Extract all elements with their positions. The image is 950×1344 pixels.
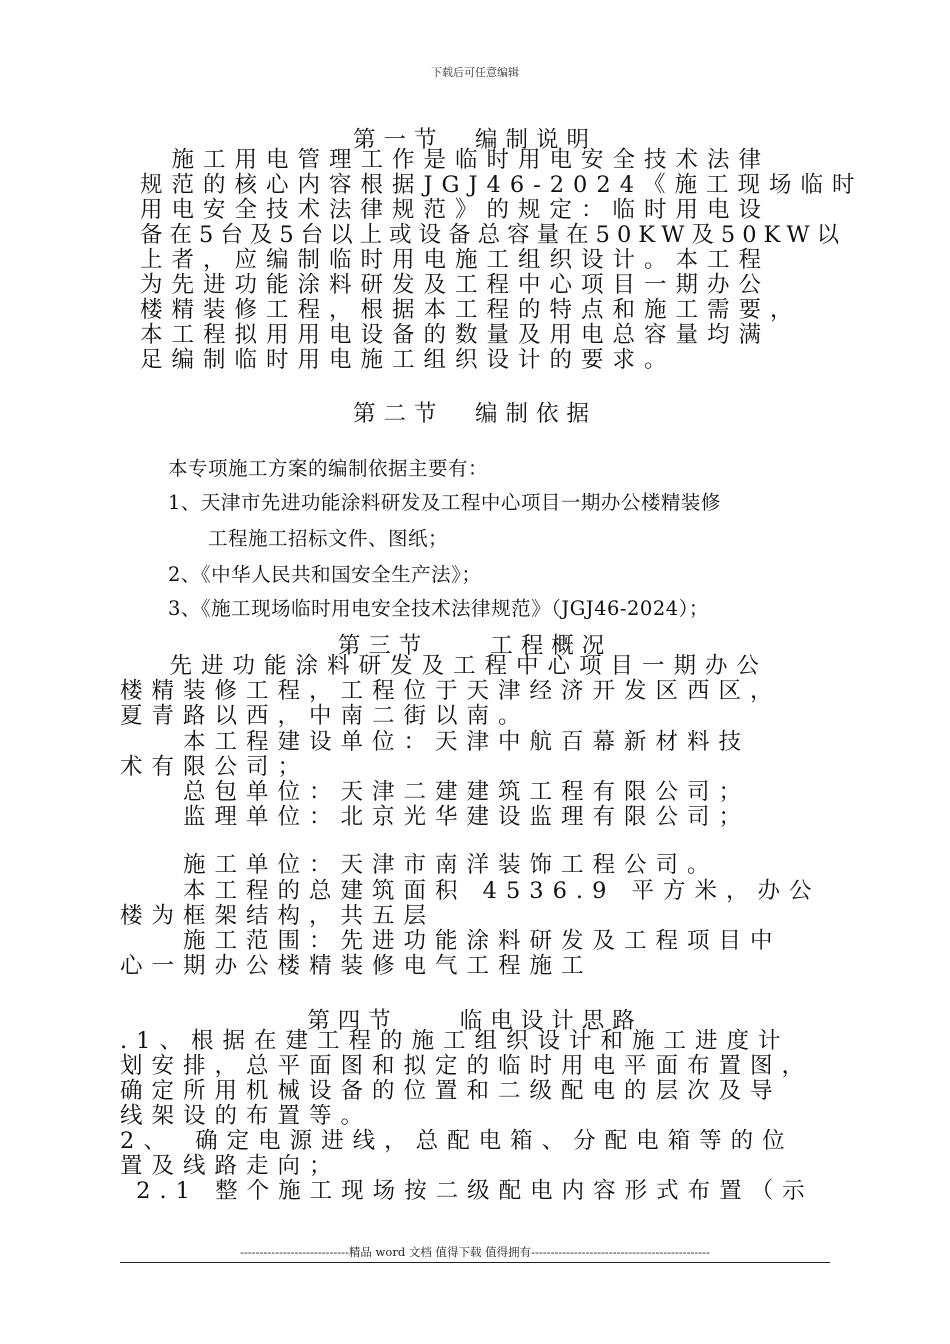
s4-line-2: 划安排，总平面图和拟定的临时用电平面布置图，	[120, 1053, 814, 1079]
s2-item-2: 2、《中华人民共和国安全生产法》；	[168, 563, 482, 586]
s3-line-13: 心一期办公楼精装修电气工程施工	[120, 953, 593, 979]
s2-intro: 本专项施工方案的编制依据主要有：	[168, 457, 489, 480]
s3-line-10: 本工程的总建筑面积 4536.9 平方米，办公	[120, 878, 821, 904]
s1-line-4: 备在5台及5台以上或设备总容量在50KW及50KW以	[140, 222, 847, 248]
section-2-title: 第二节 编制依据	[352, 401, 597, 427]
s1-line-6: 为先进功能涂料研发及工程中心项目一期办公	[140, 272, 771, 298]
footer-rule	[120, 1262, 830, 1263]
s2-item-1-cont: 工程施工招标文件、图纸；	[168, 527, 449, 550]
s3-line-5: 术有限公司；	[120, 754, 310, 780]
header-note: 下载后可任意编辑	[431, 66, 519, 79]
section-1-title: 第一节 编制说明	[352, 127, 597, 153]
s1-line-8: 本工程拟用用电设备的数量及用电总容量均满	[140, 322, 771, 348]
footer-note: ----------------------------精品 word 文档 值得下载 值得拥有----------------------------------------------	[240, 1245, 710, 1259]
s3-line-1: 先进功能涂料研发及工程中心项目一期办公	[138, 653, 769, 679]
s3-line-7: 监理单位：北京光华建设监理有限公司；	[120, 804, 751, 830]
s3-line-9: 施工单位：天津市南洋装饰工程公司。	[120, 852, 719, 878]
s2-item-1: 1、天津市先进功能涂料研发及工程中心项目一期办公楼精装修	[168, 491, 721, 514]
s1-line-7: 楼精装修工程，根据本工程的特点和施工需要，	[140, 297, 802, 323]
s1-line-2: 规范的核心内容根据JGJ46-2024《施工现场临时	[140, 172, 864, 198]
s1-line-3: 用电安全技术法律规范》的规定：临时用电设	[140, 197, 771, 223]
s4-line-5: 2、 确定电源进线，总配电箱、分配电箱等的位	[120, 1128, 794, 1154]
section-3-title: 第三节 工程概况	[337, 633, 613, 659]
s3-line-2: 楼精装修工程，工程位于天津经济开发区西区，	[120, 678, 782, 704]
s3-line-12: 施工范围：先进功能涂料研发及工程项目中	[120, 928, 782, 954]
s4-line-1: .1、根据在建工程的施工组织设计和施工进度计	[120, 1028, 790, 1054]
s4-line-3: 确定所用机械设备的位置和二级配电的层次及导	[120, 1078, 782, 1104]
s4-line-4: 线架设的布置等。	[120, 1103, 373, 1129]
s2-item-3: 3、《施工现场临时用电安全技术法律规范》（JGJ46-2024）；	[168, 597, 709, 620]
s1-line-9: 足编制临时用电施工组织设计的要求。	[140, 347, 676, 373]
section-4-title: 第四节 临电设计思路	[307, 1008, 643, 1034]
s1-line-1: 施工用电管理工作是临时用电安全技术法律	[140, 147, 771, 173]
s3-line-11: 楼为框架结构，共五层	[120, 903, 436, 929]
s4-line-6: 置及线路走向；	[120, 1153, 341, 1179]
s1-line-5: 上者，应编制临时用电施工组织设计。本工程	[140, 247, 771, 273]
s3-line-6: 总包单位：天津二建建筑工程有限公司；	[120, 779, 751, 805]
s3-line-4: 本工程建设单位：天津中航百幕新材料技	[120, 729, 751, 755]
s4-line-7: 2.1 整个施工现场按二级配电内容形式布置（示	[120, 1178, 814, 1204]
s3-line-3: 夏青路以西，中南二街以南。	[120, 703, 530, 729]
